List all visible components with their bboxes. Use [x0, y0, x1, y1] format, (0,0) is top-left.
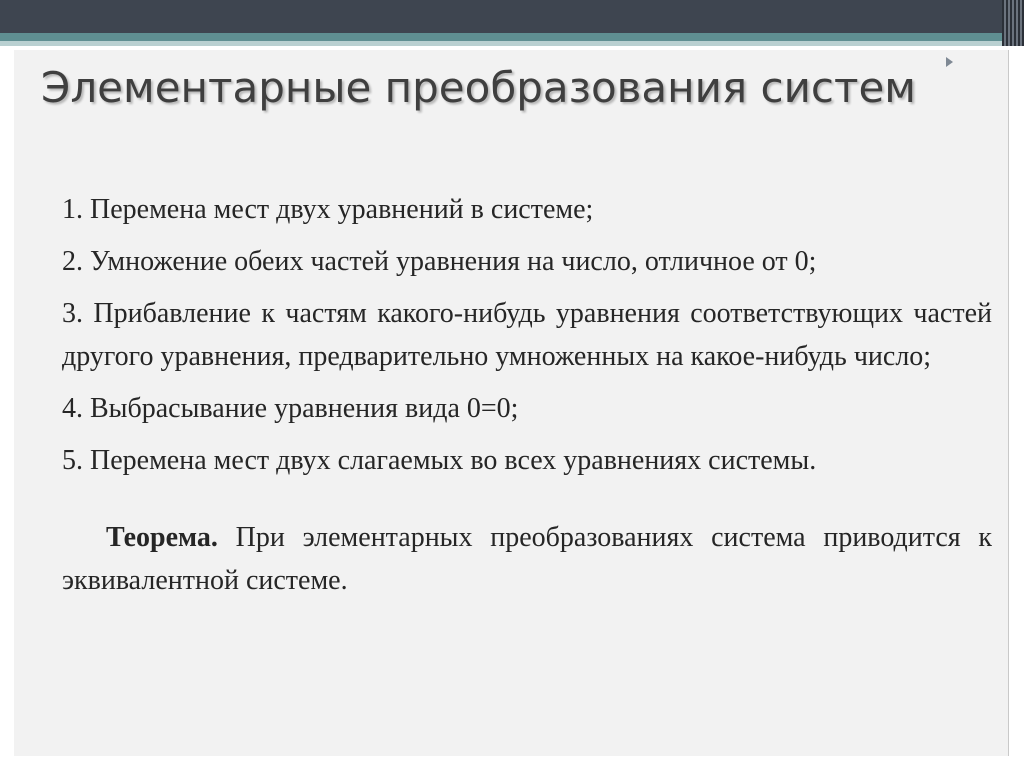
- slide-body: [62, 188, 992, 602]
- list-item-1: 1. Перемена мест двух уравнений в системе;: [62, 194, 594, 225]
- header-band-teal-light: [0, 41, 1024, 46]
- theorem-paragraph: [62, 516, 992, 602]
- list-item-3: 3. Прибавление к частям какого-нибудь уравнения соответствующих частей другого уравнения, предварительно умноженных на какое-нибудь число;: [62, 298, 992, 372]
- header-band-teal: [0, 33, 1024, 41]
- theorem-label: Теорема.: [106, 522, 218, 553]
- list-item-2: 2. Умножение обеих частей уравнения на число, отличное от 0;: [62, 246, 817, 277]
- list-item-5: 5. Перемена мест двух слагаемых во всех уравнениях системы.: [62, 445, 817, 476]
- corner-arrow-icon: [946, 57, 953, 67]
- slide-frame-edge: [1008, 50, 1009, 756]
- header-band-dark: [0, 0, 1024, 33]
- list-item-4: 4. Выбрасывание уравнения вида 0=0;: [62, 393, 519, 424]
- slide-title: Элементарные преобразования систем: [41, 63, 916, 112]
- theorem-text: При элементарных преобразованиях система приводится к эквивалентной системе.: [62, 522, 992, 596]
- header-stripes: [1002, 0, 1024, 46]
